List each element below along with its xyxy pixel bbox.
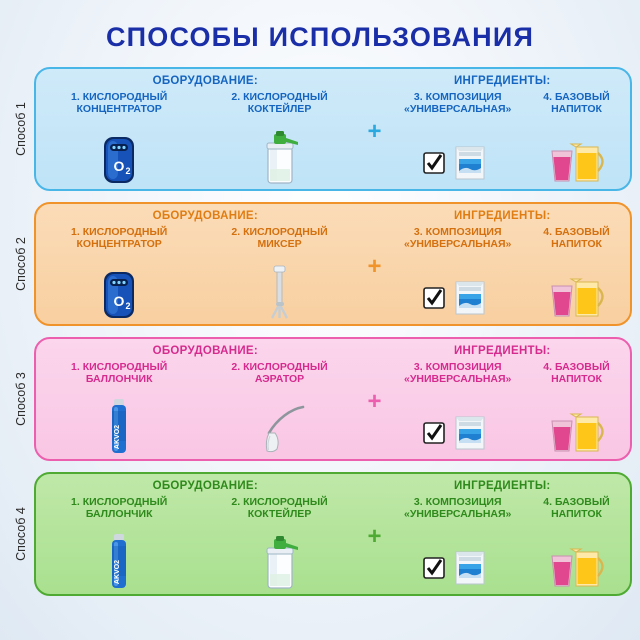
oxygen-concentrator-icon [96, 115, 142, 189]
method-1-item-concentrator[interactable] [36, 89, 202, 189]
method-4-label-vertical [8, 472, 34, 596]
item-title: 3. КОМПОЗИЦИЯ «УНИВЕРСАЛЬНАЯ» [404, 91, 512, 115]
oxygen-concentrator-icon [96, 250, 142, 324]
base-drink-icon [546, 115, 608, 189]
method-2-label-text: Способ 2 [14, 237, 28, 291]
item-title: 4. БАЗОВЫЙ НАПИТОК [543, 91, 610, 115]
item-title: 1. КИСЛОРОДНЫЙ БАЛЛОНЧИК [71, 361, 168, 385]
composition-pouch-icon [422, 250, 494, 324]
item-title: 3. КОМПОЗИЦИЯ «УНИВЕРСАЛЬНАЯ» [404, 226, 512, 250]
oxygen-aerator-icon [251, 385, 309, 459]
method-2-label-vertical [8, 202, 34, 326]
method-4-item-composition[interactable] [392, 494, 523, 594]
oxygen-cocktailer-icon [258, 115, 302, 189]
method-2-group-headers [36, 204, 630, 224]
method-row-2 [8, 202, 632, 326]
method-3-label-text: Способ 3 [14, 372, 28, 426]
composition-pouch-icon [422, 520, 494, 594]
method-3-item-aerator[interactable] [202, 359, 356, 459]
method-1-label-vertical [8, 67, 34, 191]
item-title: 2. КИСЛОРОДНЫЙ АЭРАТОР [231, 361, 328, 385]
method-3-item-composition[interactable] [392, 359, 523, 459]
method-1-item-base-drink[interactable] [523, 89, 630, 189]
method-2-item-mixer[interactable] [202, 224, 356, 324]
method-3-item-base-drink[interactable] [523, 359, 630, 459]
page-title: СПОСОБЫ ИСПОЛЬЗОВАНИЯ [105, 22, 535, 52]
methods-list [0, 67, 640, 596]
svg-text:O: O [113, 158, 125, 174]
base-drink-icon [546, 520, 608, 594]
method-1-ingredients-header: ИНГРЕДИЕНТЫ: [453, 74, 551, 87]
plus-sign: + [367, 523, 382, 550]
base-drink-icon [546, 385, 608, 459]
method-1-equipment-header: ОБОРУДОВАНИЕ: [152, 74, 258, 87]
method-3-columns [36, 359, 630, 459]
svg-text:2: 2 [125, 301, 131, 311]
method-3-item-canister[interactable] [36, 359, 202, 459]
item-title: 2. КИСЛОРОДНЫЙ МИКСЕР [231, 226, 328, 250]
method-1-item-composition[interactable] [392, 89, 523, 189]
method-row-3 [8, 337, 632, 461]
plus-sign: + [367, 253, 382, 280]
oxygen-cocktailer-icon [258, 520, 302, 594]
method-4-label-text: Способ 4 [14, 507, 28, 561]
method-3-card [34, 337, 632, 461]
base-drink-icon [546, 250, 608, 324]
item-title: 4. БАЗОВЫЙ НАПИТОК [543, 226, 610, 250]
method-4-columns [36, 494, 630, 594]
composition-pouch-icon [422, 115, 494, 189]
item-title: 2. КИСЛОРОДНЫЙ КОКТЕЙЛЕР [231, 496, 328, 520]
method-row-4 [8, 472, 632, 596]
svg-text:AKVO2: AKVO2 [114, 424, 122, 450]
plus-sign: + [367, 388, 382, 415]
method-4-item-canister[interactable] [36, 494, 202, 594]
svg-text:O: O [113, 293, 125, 309]
item-title: 1. КИСЛОРОДНЫЙ БАЛЛОНЧИК [71, 496, 168, 520]
method-1-columns [36, 89, 630, 189]
oxygen-mixer-icon [262, 250, 298, 324]
item-title: 1. КИСЛОРОДНЫЙ КОНЦЕНТРАТОР [71, 91, 168, 115]
method-2-ingredients-header: ИНГРЕДИЕНТЫ: [453, 209, 551, 222]
method-row-1 [8, 67, 632, 191]
plus-sign: + [367, 118, 382, 145]
method-1-item-cocktailer[interactable] [202, 89, 356, 189]
item-title: 2. КИСЛОРОДНЫЙ КОКТЕЙЛЕР [231, 91, 328, 115]
method-2-plus [357, 224, 393, 324]
composition-pouch-icon [422, 385, 494, 459]
method-4-ingredients-header: ИНГРЕДИЕНТЫ: [453, 479, 551, 492]
method-4-group-headers [36, 474, 630, 494]
method-2-card [34, 202, 632, 326]
method-4-plus [357, 494, 393, 594]
method-2-columns [36, 224, 630, 324]
oxygen-canister-icon [106, 520, 132, 594]
method-1-card [34, 67, 632, 191]
oxygen-canister-icon [106, 385, 132, 459]
item-title: 4. БАЗОВЫЙ НАПИТОК [543, 361, 610, 385]
item-title: 1. КИСЛОРОДНЫЙ КОНЦЕНТРАТОР [71, 226, 168, 250]
method-4-item-cocktailer[interactable] [202, 494, 356, 594]
item-title: 3. КОМПОЗИЦИЯ «УНИВЕРСАЛЬНАЯ» [404, 496, 512, 520]
method-4-equipment-header: ОБОРУДОВАНИЕ: [152, 479, 258, 492]
method-4-card [34, 472, 632, 596]
method-3-equipment-header: ОБОРУДОВАНИЕ: [152, 344, 258, 357]
item-title: 3. КОМПОЗИЦИЯ «УНИВЕРСАЛЬНАЯ» [404, 361, 512, 385]
svg-text:AKVO2: AKVO2 [114, 559, 122, 585]
method-3-group-headers [36, 339, 630, 359]
method-2-item-composition[interactable] [392, 224, 523, 324]
method-3-ingredients-header: ИНГРЕДИЕНТЫ: [453, 344, 551, 357]
method-2-item-base-drink[interactable] [523, 224, 630, 324]
method-2-equipment-header: ОБОРУДОВАНИЕ: [152, 209, 258, 222]
method-1-plus [357, 89, 393, 189]
method-1-label-text: Способ 1 [14, 102, 28, 156]
svg-text:2: 2 [125, 166, 131, 176]
method-3-label-vertical [8, 337, 34, 461]
method-2-item-concentrator[interactable] [36, 224, 202, 324]
method-1-group-headers [36, 69, 630, 89]
item-title: 4. БАЗОВЫЙ НАПИТОК [543, 496, 610, 520]
method-3-plus [357, 359, 393, 459]
method-4-item-base-drink[interactable] [523, 494, 630, 594]
